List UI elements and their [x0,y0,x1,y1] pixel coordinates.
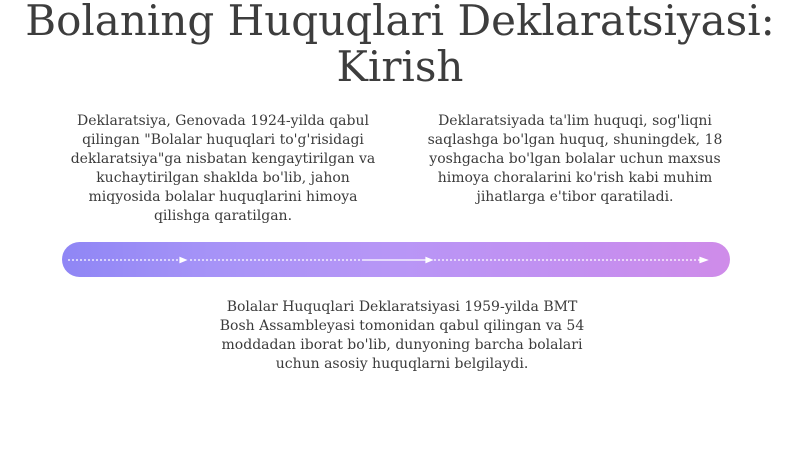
timeline-arrow-1-icon [180,258,186,263]
timeline-arrows-graphic [62,242,730,277]
timeline-bar [62,242,730,277]
timeline-arrow-2-icon [426,258,432,263]
slide-title: Bolaning Huquqlari Deklaratsiyasi: Kirish [25,0,775,91]
timeline-arrow-3-icon [700,258,707,263]
intro-paragraph-right: Deklaratsiyada ta'lim huquqi, sog'liqni saqlashga bo'lgan huquq, shuningdek, 18 yoshgacha bo'lgan bolalar uchun maxsus himoya choralarini ko'rish kabi muhim jihatlarga e'tibor qaratiladi. [427,113,723,205]
intro-paragraph-bottom: Bolalar Huquqlari Deklaratsiyasi 1959-yilda BMT Bosh Assambleyasi tomonidan qabul qilingan va 54 moddadan iborat bo'lib, dunyoning barcha bolalari uchun asosiy huquqlarni belgilaydi. [219,299,585,372]
intro-paragraph-left: Deklaratsiya, Genovada 1924-yilda qabul qilingan "Bolalar huquqlari to'g'risidagi deklaratsiya"ga nisbatan kengaytirilgan va kuchaytirilgan shaklda bo'lib, jahon miqyosida bolalar huquqlarini himoya qilishga qaratilgan. [70,113,376,224]
